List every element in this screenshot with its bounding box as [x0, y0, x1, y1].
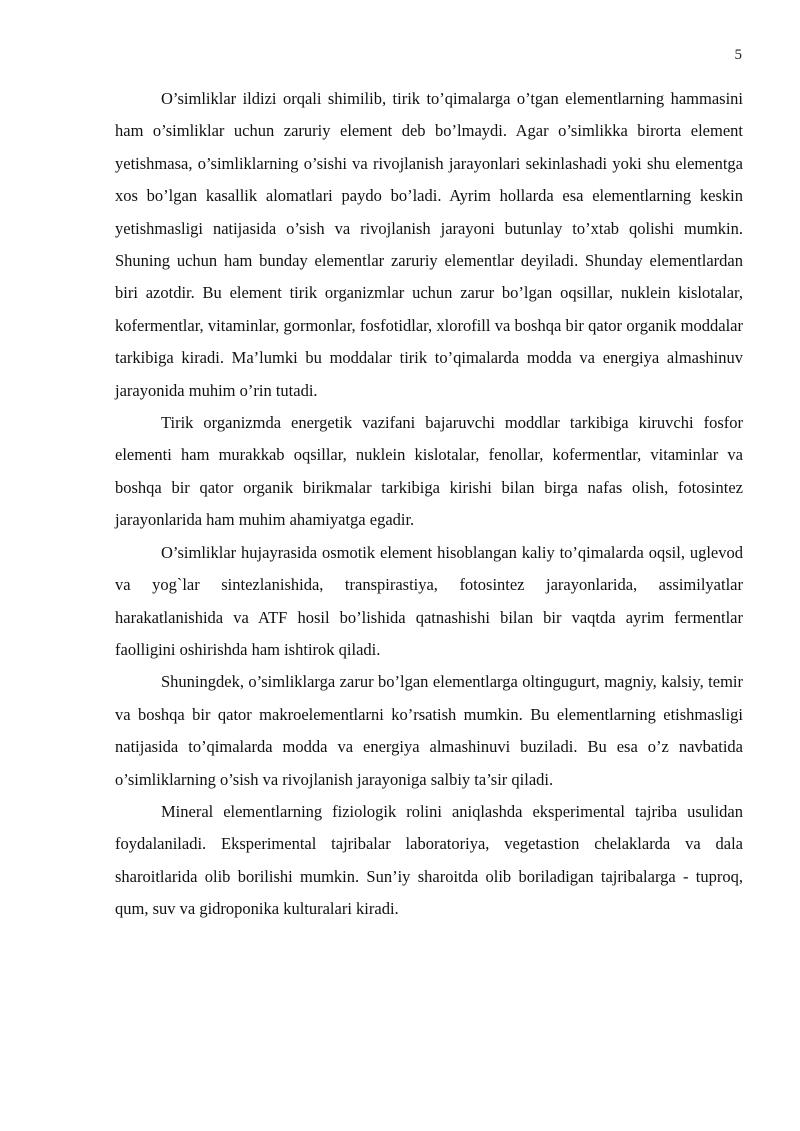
paragraph-eksperimental-tajriba: Mineral elementlarning fiziologik rolini aniqlashda eksperimental tajriba usulidan foydalaniladi. Eksperimental tajribalar laboratoriya, vegetastion chelaklarda va dala sharoitlarida olib borilishi mumkin. Sun’iy sharoitda olib boriladigan tajribalarga - tuproq, qum, suv va gidroponika kulturalari kiradi.	[115, 801, 743, 919]
paragraph-makroelementlar: Shuningdek, o’simliklarga zarur bo’lgan elementlarga oltingugurt, magniy, kalsiy, temir va boshqa bir qator makroelementlarni ko’rsatish mumkin. Bu elementlarning etishmasligi natijasida to’qimalarda modda va energiya almashinuvi buziladi. Bu esa o’z navbatida o’simliklarning o’sish va rivojlanish jarayoniga salbiy ta’sir qiladi.	[115, 672, 743, 789]
paragraph-kaliy: O’simliklar hujayrasida osmotik element hisoblangan kaliy to’qimalarda oqsil, uglevod va yog`lar sintezlanishida, transpirastiya, fotosintez jarayonlarida, assimilyatlar harakatlanishida va ATF hosil bo’lishida qatnashishi bilan bir vaqtda ayrim fermentlar faolligini oshirishda ham ishtirok qiladi.	[115, 542, 743, 659]
paragraph-zaruriy-elementlar: O’simliklar ildizi orqali shimilib, tirik to’qimalarga o’tgan elementlarning hammasini ham o’simliklar uchun zaruriy element deb bo’lmaydi. Agar o’simlikka birorta element yetishmasa, o’simliklarning o’sishi va rivojlanish jarayonlari sekinlashadi yoki shu elementga xos bo’lgan kasallik alomatlari paydo bo’ladi. Ayrim hollarda esa elementlarning keskin yetishmasligi natijasida o’sish va rivojlanish jarayoni butunlay to’xtab qolishi mumkin. Shuning uchun ham bunday elementlar zaruriy elementlar deyiladi. Shunday elementlardan biri azotdir. Bu element tirik organizmlar uchun zarur bo’lgan oqsillar, nuklein kislotalar, kofermentlar, vitaminlar, gormonlar, fosfotidlar, xlorofill va boshqa bir qator organik moddalar tarkibiga kiradi. Ma’lumki bu moddalar tirik to’qimalarda modda va energiya almashinuv jarayonida muhim o’rin tutadi.	[115, 89, 743, 400]
page-number: 5	[734, 47, 742, 63]
paragraph-fosfor: Tirik organizmda energetik vazifani bajaruvchi moddlar tarkibiga kiruvchi fosfor elementi ham murakkab oqsillar, nuklein kislotalar, fenollar, kofermentlar, vitaminlar va boshqa bir qator organik birikmalar tarkibiga kirishi bilan birga nafas olish, fotosintez jarayonlarida ham muhim ahamiyatga egadir.	[115, 413, 743, 530]
document-body	[115, 83, 743, 926]
